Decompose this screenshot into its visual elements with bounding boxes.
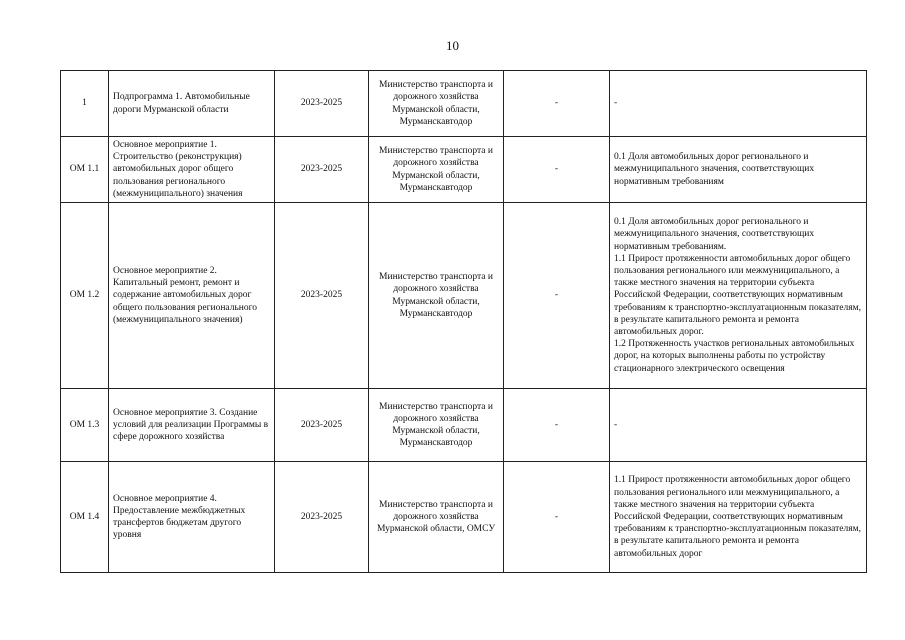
row-number-cell: ОМ 1.1 <box>61 137 109 203</box>
result-cell: - <box>504 71 610 137</box>
table-row <box>61 462 867 573</box>
indicator-text: 0.1 Доля автомобильных дорог регионального и межмуниципального значения, соответствующих нормативным требованиям. <box>614 217 815 252</box>
page-number: 10 <box>446 38 459 53</box>
indicators-cell <box>610 137 867 203</box>
row-number-cell: ОМ 1.2 <box>61 203 109 389</box>
indicator-text: 1.1 Прирост протяженности автомобильных дорог общего пользования регионального или межмуниципального, а также местного значения на территории субъекта Российской Федерации, соответствующих нормативным требованиям к транспортно-эксплуатационным показателям, в результате капитального ремонта и ремонта автомобильных дорог. <box>614 253 861 338</box>
indicator-text: 1.1 Прирост протяженности автомобильных дорог общего пользования регионального или межмуниципального, а также местного значения на территории субъекта Российской Федерации, соответствующих нормативным требованиям к транспортно-эксплуатационным показателям, в результате капитального ремонта и ремонта автомобильных дорог <box>614 475 861 559</box>
table-row <box>61 71 867 137</box>
result-cell: - <box>504 389 610 462</box>
indicators-cell <box>610 462 867 573</box>
indicator-text: 0.1 Доля автомобильных дорог регионального и межмуниципального значения, соответствующих нормативным требованиям <box>614 152 815 187</box>
executor-cell: Министерство транспорта и дорожного хозяйства Мурманской области, Мурманскавтодор <box>369 203 504 389</box>
activity-name-cell: Основное мероприятие 3. Создание условий для реализации Программы в сфере дорожного хозяйства <box>109 389 275 462</box>
result-cell: - <box>504 203 610 389</box>
period-cell: 2023-2025 <box>275 137 369 203</box>
indicators-cell <box>610 71 867 137</box>
executor-cell: Министерство транспорта и дорожного хозяйства Мурманской области, Мурманскавтодор <box>369 137 504 203</box>
period-cell: 2023-2025 <box>275 389 369 462</box>
row-number-cell: ОМ 1.3 <box>61 389 109 462</box>
indicator-text: - <box>614 419 618 430</box>
result-cell: - <box>504 462 610 573</box>
activity-name-cell: Подпрограмма 1. Автомобильные дороги Мурманской области <box>109 71 275 137</box>
program-activities-table <box>60 70 867 573</box>
row-number-cell: ОМ 1.4 <box>61 462 109 573</box>
period-cell: 2023-2025 <box>275 71 369 137</box>
table-row <box>61 203 867 389</box>
activity-name-cell: Основное мероприятие 1. Строительство (реконструкция) автомобильных дорог общего пользования регионального (межмуниципального) значения <box>109 137 275 203</box>
indicator-text: - <box>614 98 618 109</box>
activity-name-cell: Основное мероприятие 2. Капитальный ремонт, ремонт и содержание автомобильных дорог общего пользования регионального (межмуниципального значения) <box>109 203 275 389</box>
indicator-text: 1.2 Протяженность участков региональных автомобильных дорог, на которых выполнены работы по устройству стационарного электрического освещения <box>614 339 855 374</box>
indicators-cell <box>610 203 867 389</box>
table-row <box>61 389 867 462</box>
executor-cell: Министерство транспорта и дорожного хозяйства Мурманской области, ОМСУ <box>369 462 504 573</box>
executor-cell: Министерство транспорта и дорожного хозяйства Мурманской области, Мурманскавтодор <box>369 71 504 137</box>
period-cell: 2023-2025 <box>275 462 369 573</box>
indicators-cell <box>610 389 867 462</box>
executor-cell: Министерство транспорта и дорожного хозяйства Мурманской области, Мурманскавтодор <box>369 389 504 462</box>
period-cell: 2023-2025 <box>275 203 369 389</box>
row-number-cell: 1 <box>61 71 109 137</box>
table-row <box>61 137 867 203</box>
result-cell: - <box>504 137 610 203</box>
activity-name-cell: Основное мероприятие 4. Предоставление межбюджетных трансфертов бюджетам другого уровня <box>109 462 275 573</box>
